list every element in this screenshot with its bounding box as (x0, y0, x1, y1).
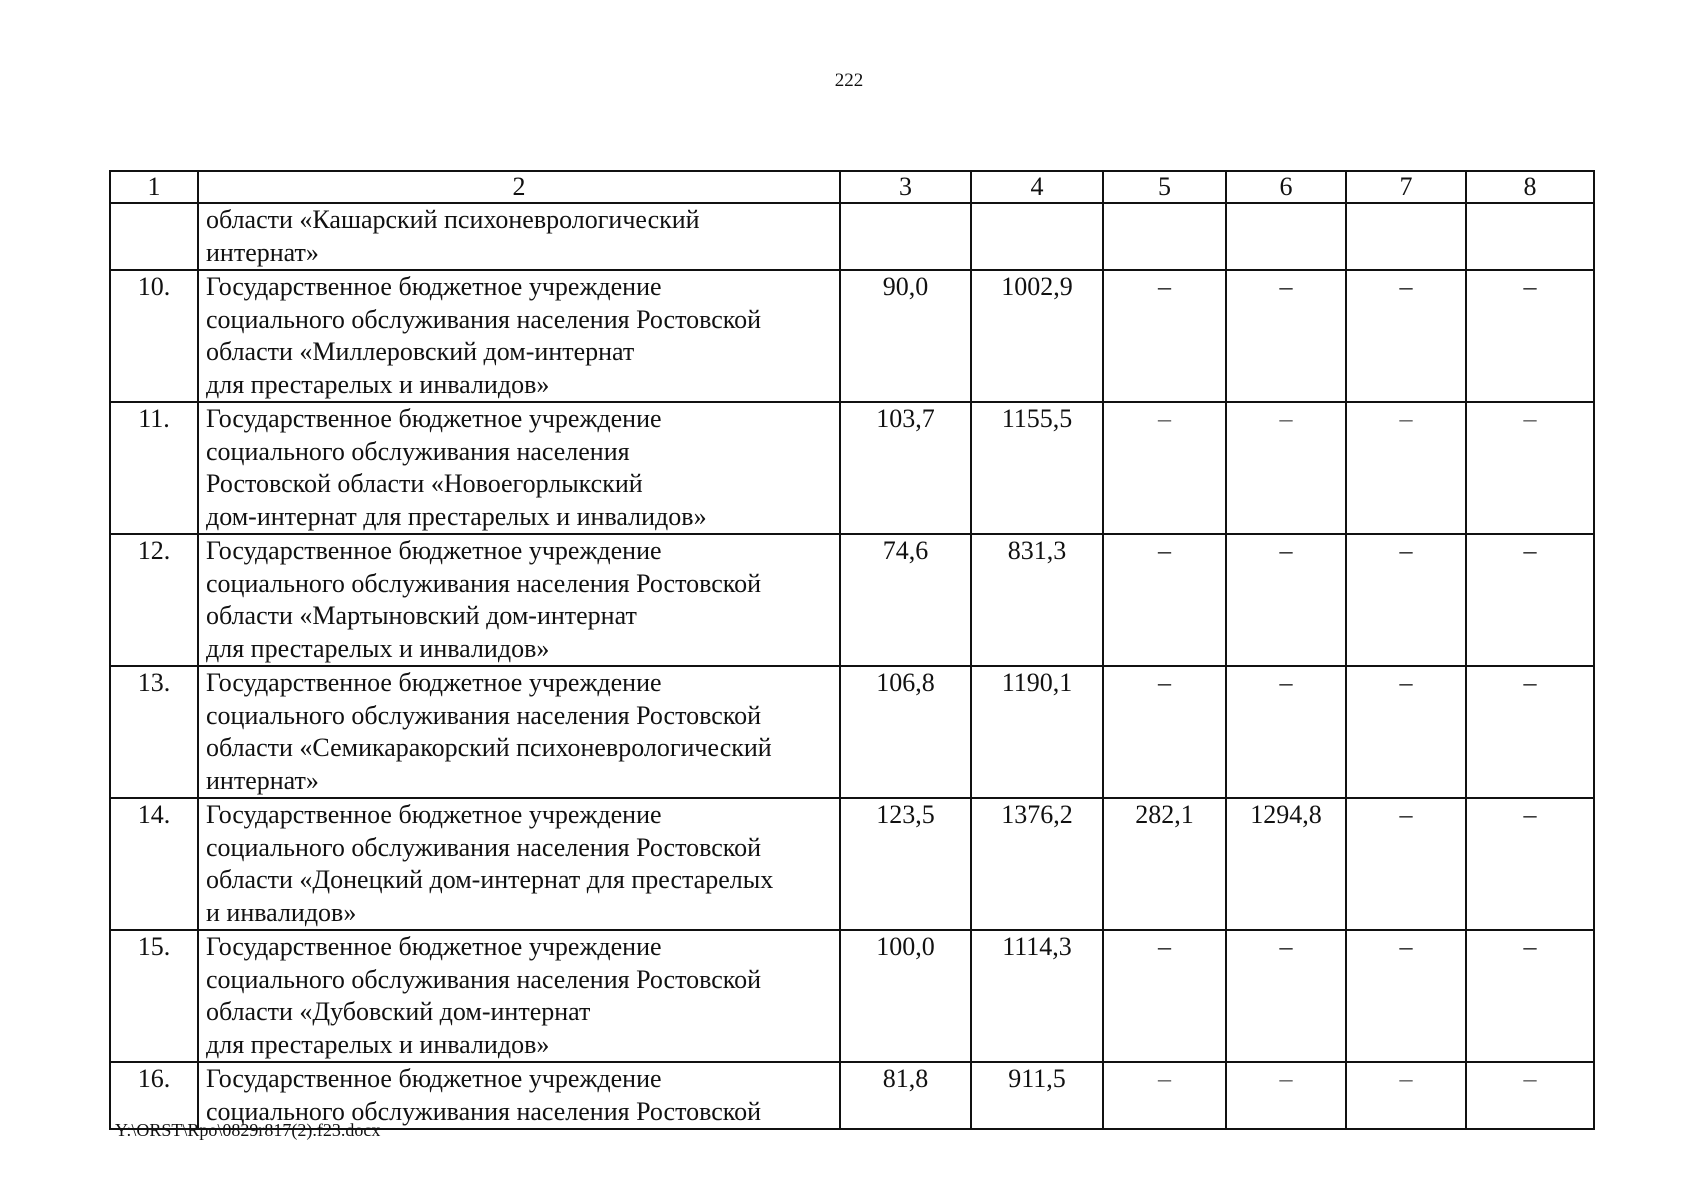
cell-col-3: 100,0 (840, 930, 971, 1062)
cell-col-6: – (1226, 402, 1346, 534)
name-line: социального обслуживания населения Ростовской (206, 568, 762, 598)
name-line: Ростовской области «Новоегорлыкский (206, 469, 643, 498)
cell-col-6: – (1226, 1062, 1346, 1129)
name-line: Государственное бюджетное учреждение (206, 404, 662, 433)
institution-name (198, 930, 840, 1062)
name-line: Государственное бюджетное учреждение (206, 536, 662, 565)
cell-col-8: – (1466, 270, 1594, 402)
cell-col-7: – (1346, 930, 1466, 1062)
name-line: для престарелых и инвалидов» (206, 369, 550, 399)
cell-col-6: – (1226, 666, 1346, 798)
table-row-continued (110, 203, 1594, 270)
cell-col-3: 90,0 (840, 270, 971, 402)
row-number: 14. (110, 798, 198, 930)
name-line: социального обслуживания населения Ростовской (206, 1096, 762, 1126)
cell-col-8: – (1466, 534, 1594, 666)
cell-col-5: – (1103, 1062, 1226, 1129)
row-number: 16. (110, 1062, 198, 1129)
file-path-footer: Y:\ORST\Rpo\0829r817(2).f23.docx (115, 1120, 381, 1140)
cell-col-8: – (1466, 1062, 1594, 1129)
header-col-6: 6 (1226, 171, 1346, 203)
table-row (110, 930, 1594, 1062)
cell-col-4: 911,5 (971, 1062, 1103, 1129)
cell-col-7: – (1346, 666, 1466, 798)
cell-col-7: – (1346, 798, 1466, 930)
name-line: дом-интернат для престарелых и инвалидов» (206, 501, 707, 531)
cell-col-5: – (1103, 270, 1226, 402)
cell-col-6: – (1226, 534, 1346, 666)
institution-name (198, 203, 840, 270)
cell-col-4: 1002,9 (971, 270, 1103, 402)
cell-col-4: 1376,2 (971, 798, 1103, 930)
name-line: области «Семикаракорский психоневрологический (206, 733, 772, 762)
name-line: и инвалидов» (206, 897, 357, 927)
cell-col-8: – (1466, 930, 1594, 1062)
cell-col-3: 123,5 (840, 798, 971, 930)
table-row (110, 534, 1594, 666)
header-row (110, 171, 1594, 203)
cell-col-4: 831,3 (971, 534, 1103, 666)
row-number: 12. (110, 534, 198, 666)
institution-name (198, 534, 840, 666)
name-line: Государственное бюджетное учреждение (206, 932, 662, 961)
header-col-4: 4 (971, 171, 1103, 203)
cell-col-6: – (1226, 270, 1346, 402)
institution-name (198, 402, 840, 534)
cell-col-5: 282,1 (1103, 798, 1226, 930)
name-line: Государственное бюджетное учреждение (206, 272, 662, 301)
name-line: области «Кашарский психоневрологический (206, 205, 700, 234)
row-number: 11. (110, 402, 198, 534)
cell-col-4: 1190,1 (971, 666, 1103, 798)
name-line: интернат» (206, 237, 319, 267)
row-number: 10. (110, 270, 198, 402)
page-number: 222 (834, 70, 864, 91)
institution-name (198, 666, 840, 798)
table-row (110, 1062, 1594, 1129)
cell-col-7: – (1346, 402, 1466, 534)
cell-col-5: – (1103, 534, 1226, 666)
cell-col-3: 103,7 (840, 402, 971, 534)
table-row (110, 798, 1594, 930)
name-line: Государственное бюджетное учреждение (206, 668, 662, 697)
cell-col-5: – (1103, 402, 1226, 534)
name-line: области «Дубовский дом-интернат (206, 997, 591, 1026)
cell-col-3: 74,6 (840, 534, 971, 666)
cell-col-5: – (1103, 930, 1226, 1062)
name-line: для престарелых и инвалидов» (206, 633, 550, 663)
cell-col-7: – (1346, 534, 1466, 666)
cell-col-6: – (1226, 930, 1346, 1062)
institution-name (198, 270, 840, 402)
cell-col-4: 1155,5 (971, 402, 1103, 534)
institution-name (198, 1062, 840, 1129)
table-row (110, 666, 1594, 798)
institution-name (198, 798, 840, 930)
cell-col-8: – (1466, 666, 1594, 798)
name-line: области «Мартыновский дом-интернат (206, 601, 637, 630)
row-number: 13. (110, 666, 198, 798)
header-col-1: 1 (110, 171, 198, 203)
row-number: 15. (110, 930, 198, 1062)
name-line: социального обслуживания населения Ростовской (206, 304, 762, 334)
cell-col-5: – (1103, 666, 1226, 798)
header-col-7: 7 (1346, 171, 1466, 203)
row-number (110, 203, 198, 270)
header-col-8: 8 (1466, 171, 1594, 203)
table-row (110, 402, 1594, 534)
cell-col-7: – (1346, 1062, 1466, 1129)
header-col-5: 5 (1103, 171, 1226, 203)
data-table (109, 170, 1595, 1130)
name-line: Государственное бюджетное учреждение (206, 1064, 662, 1093)
name-line: области «Миллеровский дом-интернат (206, 337, 635, 366)
cell-col-3: 106,8 (840, 666, 971, 798)
table-row (110, 270, 1594, 402)
name-line: Государственное бюджетное учреждение (206, 800, 662, 829)
name-line: социального обслуживания населения Ростовской (206, 700, 762, 730)
name-line: интернат» (206, 765, 319, 795)
name-line: социального обслуживания населения Ростовской (206, 964, 762, 994)
name-line: для престарелых и инвалидов» (206, 1029, 550, 1059)
cell-col-6: 1294,8 (1226, 798, 1346, 930)
cell-col-3: 81,8 (840, 1062, 971, 1129)
header-col-3: 3 (840, 171, 971, 203)
cell-col-8: – (1466, 402, 1594, 534)
name-line: социального обслуживания населения (206, 436, 630, 466)
name-line: области «Донецкий дом-интернат для престарелых (206, 865, 774, 894)
name-line: социального обслуживания населения Ростовской (206, 832, 762, 862)
cell-col-4: 1114,3 (971, 930, 1103, 1062)
cell-col-8: – (1466, 798, 1594, 930)
cell-col-7: – (1346, 270, 1466, 402)
header-col-2: 2 (198, 171, 840, 203)
